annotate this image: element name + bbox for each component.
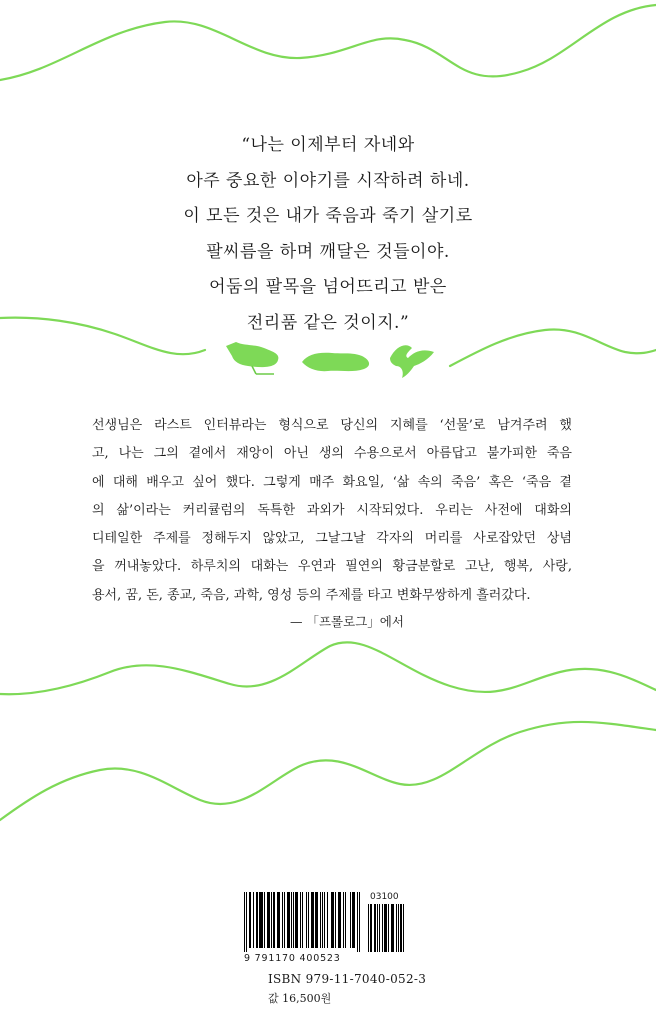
barcode-bar	[312, 892, 313, 948]
dove-icon	[390, 345, 434, 378]
barcode-bar	[345, 892, 346, 948]
quote-line: 팔씨름을 하며 깨달은 것들이야.	[206, 241, 450, 262]
barcode-addon-bar	[398, 904, 399, 952]
barcode-addon-bar	[384, 904, 385, 952]
barcode-bar	[343, 892, 344, 948]
barcode-bar	[317, 892, 318, 948]
barcode-bar	[335, 892, 336, 948]
barcode-bar	[246, 892, 247, 952]
barcode-bar	[300, 892, 301, 948]
barcode-bar	[320, 892, 321, 948]
excerpt-line: 을 꺼내놓았다. 하루치의 대화는 우연과 필연의 황금분할로 고난, 행복, 사랑,	[92, 559, 572, 575]
excerpt-line: 디테일한 주제를 정해두지 않았고, 그날그날 각자의 머리를 사로잡았던 상념	[92, 531, 572, 547]
barcode-bar	[324, 892, 325, 948]
barcode-addon-bar	[386, 904, 387, 952]
barcode-bar	[244, 892, 245, 952]
barcode-bar	[274, 892, 275, 948]
barcode-addon-bar	[377, 904, 378, 952]
barcode-bar	[282, 892, 283, 948]
barcode-addon-bar	[393, 904, 394, 952]
barcode-digits: 9 791170 400523	[244, 953, 341, 964]
quote-line: 아주 중요한 이야기를 시작하려 하네.	[186, 170, 470, 191]
top-wave	[0, 0, 656, 100]
barcode-addon-bar	[403, 904, 404, 952]
price-label: 값 16,500원	[268, 992, 332, 1005]
barcode-bar	[288, 892, 289, 948]
barcode-addon-bar	[391, 904, 392, 952]
barcode-bar	[253, 892, 254, 948]
barcode-bar	[333, 892, 334, 948]
barcode	[244, 892, 404, 966]
barcode-bar	[271, 892, 272, 948]
barcode-bar	[262, 892, 263, 948]
barcode-bar	[291, 892, 292, 948]
barcode-addon-bar	[370, 904, 371, 952]
barcode-bar	[327, 892, 328, 948]
barcode-addon-bar	[375, 904, 376, 952]
barcode-bar	[250, 892, 251, 948]
barcode-addon-bar	[371, 904, 372, 952]
barcode-bar	[306, 892, 307, 948]
barcode-addon-bar	[396, 904, 397, 952]
quote-line: “나는 이제부터 자네와	[241, 135, 415, 155]
barcode-bar	[295, 892, 296, 948]
barcode-bar	[279, 892, 280, 948]
barcode-addon-bar	[388, 904, 389, 952]
barcode-addon-bar	[392, 904, 393, 952]
barcode-addon-bar	[382, 904, 383, 952]
barcode-addon-bar	[401, 904, 402, 952]
barcode-bar	[331, 892, 332, 948]
quote-line: 어둠의 팔목을 넘어뜨리고 받은	[209, 277, 447, 297]
excerpt-source: — 「프롤로그」에서	[290, 614, 404, 629]
barcode-bar	[302, 892, 303, 948]
barcode-addon-bar	[385, 904, 386, 952]
quote-line: 이 모든 것은 내가 죽음과 죽기 살기로	[183, 206, 473, 226]
barcode-bar	[257, 892, 258, 948]
barcode-addon-digits: 03100	[370, 892, 399, 902]
barcode-bar	[277, 892, 278, 948]
barcode-bar	[354, 892, 355, 948]
bird-icon	[226, 342, 278, 374]
barcode-bar	[269, 892, 270, 948]
barcode-bar	[353, 892, 354, 948]
barcode-bar	[268, 892, 269, 948]
barcode-bar	[261, 892, 262, 948]
barcode-bar	[278, 892, 279, 948]
excerpt-line: 용서, 꿈, 돈, 종교, 죽음, 과학, 영성 등의 주제를 타고 변화무쌍하게 흘러갔다.	[92, 587, 531, 603]
barcode-bar	[284, 892, 285, 948]
excerpt-line: 선생님은 라스트 인터뷰라는 형식으로 당신의 지혜를 ‘선물’로 남겨주려 했	[92, 418, 572, 433]
barcode-bar	[315, 892, 316, 948]
fish-icon	[302, 353, 369, 371]
barcode-bar	[256, 892, 257, 948]
excerpt-line: 의 삶’이라는 커리큘럼의 독특한 과외가 시작되었다. 우리는 사전에 대화의	[92, 502, 572, 518]
barcode-bar	[289, 892, 290, 948]
excerpt-paragraph	[92, 412, 572, 610]
barcode-bar	[297, 892, 298, 948]
isbn-number: ISBN 979-11-7040-052-3	[268, 972, 427, 986]
excerpt-line: 에 대해 배우고 싶어 했다. 그렇게 매주 화요일, ‘삶 속의 죽음’ 혹은 ‘죽음 곁	[92, 474, 572, 490]
barcode-bar	[296, 892, 297, 948]
barcode-bar	[322, 892, 323, 948]
barcode-addon-bar	[368, 904, 369, 952]
barcode-bar	[359, 892, 360, 952]
excerpt-line: 고, 나는 그의 곁에서 재앙이 아닌 생의 수용으로서 아름답고 불가피한 죽음	[92, 446, 572, 462]
bottom-wave	[0, 708, 656, 838]
barcode-bar	[313, 892, 314, 948]
pull-quote	[0, 128, 656, 341]
barcode-bar	[287, 892, 288, 948]
barcode-bar	[308, 892, 309, 948]
barcode-bar	[316, 892, 317, 948]
barcode-bar	[264, 892, 265, 948]
barcode-bar	[357, 892, 358, 952]
barcode-bar	[350, 892, 351, 948]
barcode-addon-bar	[374, 904, 375, 952]
barcode-bar	[311, 892, 312, 948]
barcode-bar	[249, 892, 250, 948]
barcode-bar	[273, 892, 274, 948]
barcode-bar	[259, 892, 260, 948]
barcode-addon-bar	[400, 904, 401, 952]
barcode-bar	[260, 892, 261, 948]
barcode-bar	[352, 892, 353, 948]
animal-silhouettes	[222, 336, 442, 386]
barcode-bar	[338, 892, 339, 948]
barcode-bar	[293, 892, 294, 948]
barcode-bar	[267, 892, 268, 948]
barcode-bar	[340, 892, 341, 948]
barcode-bar	[332, 892, 333, 948]
lower-wave	[0, 632, 656, 712]
barcode-bar	[339, 892, 340, 948]
quote-line: 전리품 같은 것이지.”	[246, 312, 410, 333]
barcode-addon-bar	[379, 904, 380, 952]
